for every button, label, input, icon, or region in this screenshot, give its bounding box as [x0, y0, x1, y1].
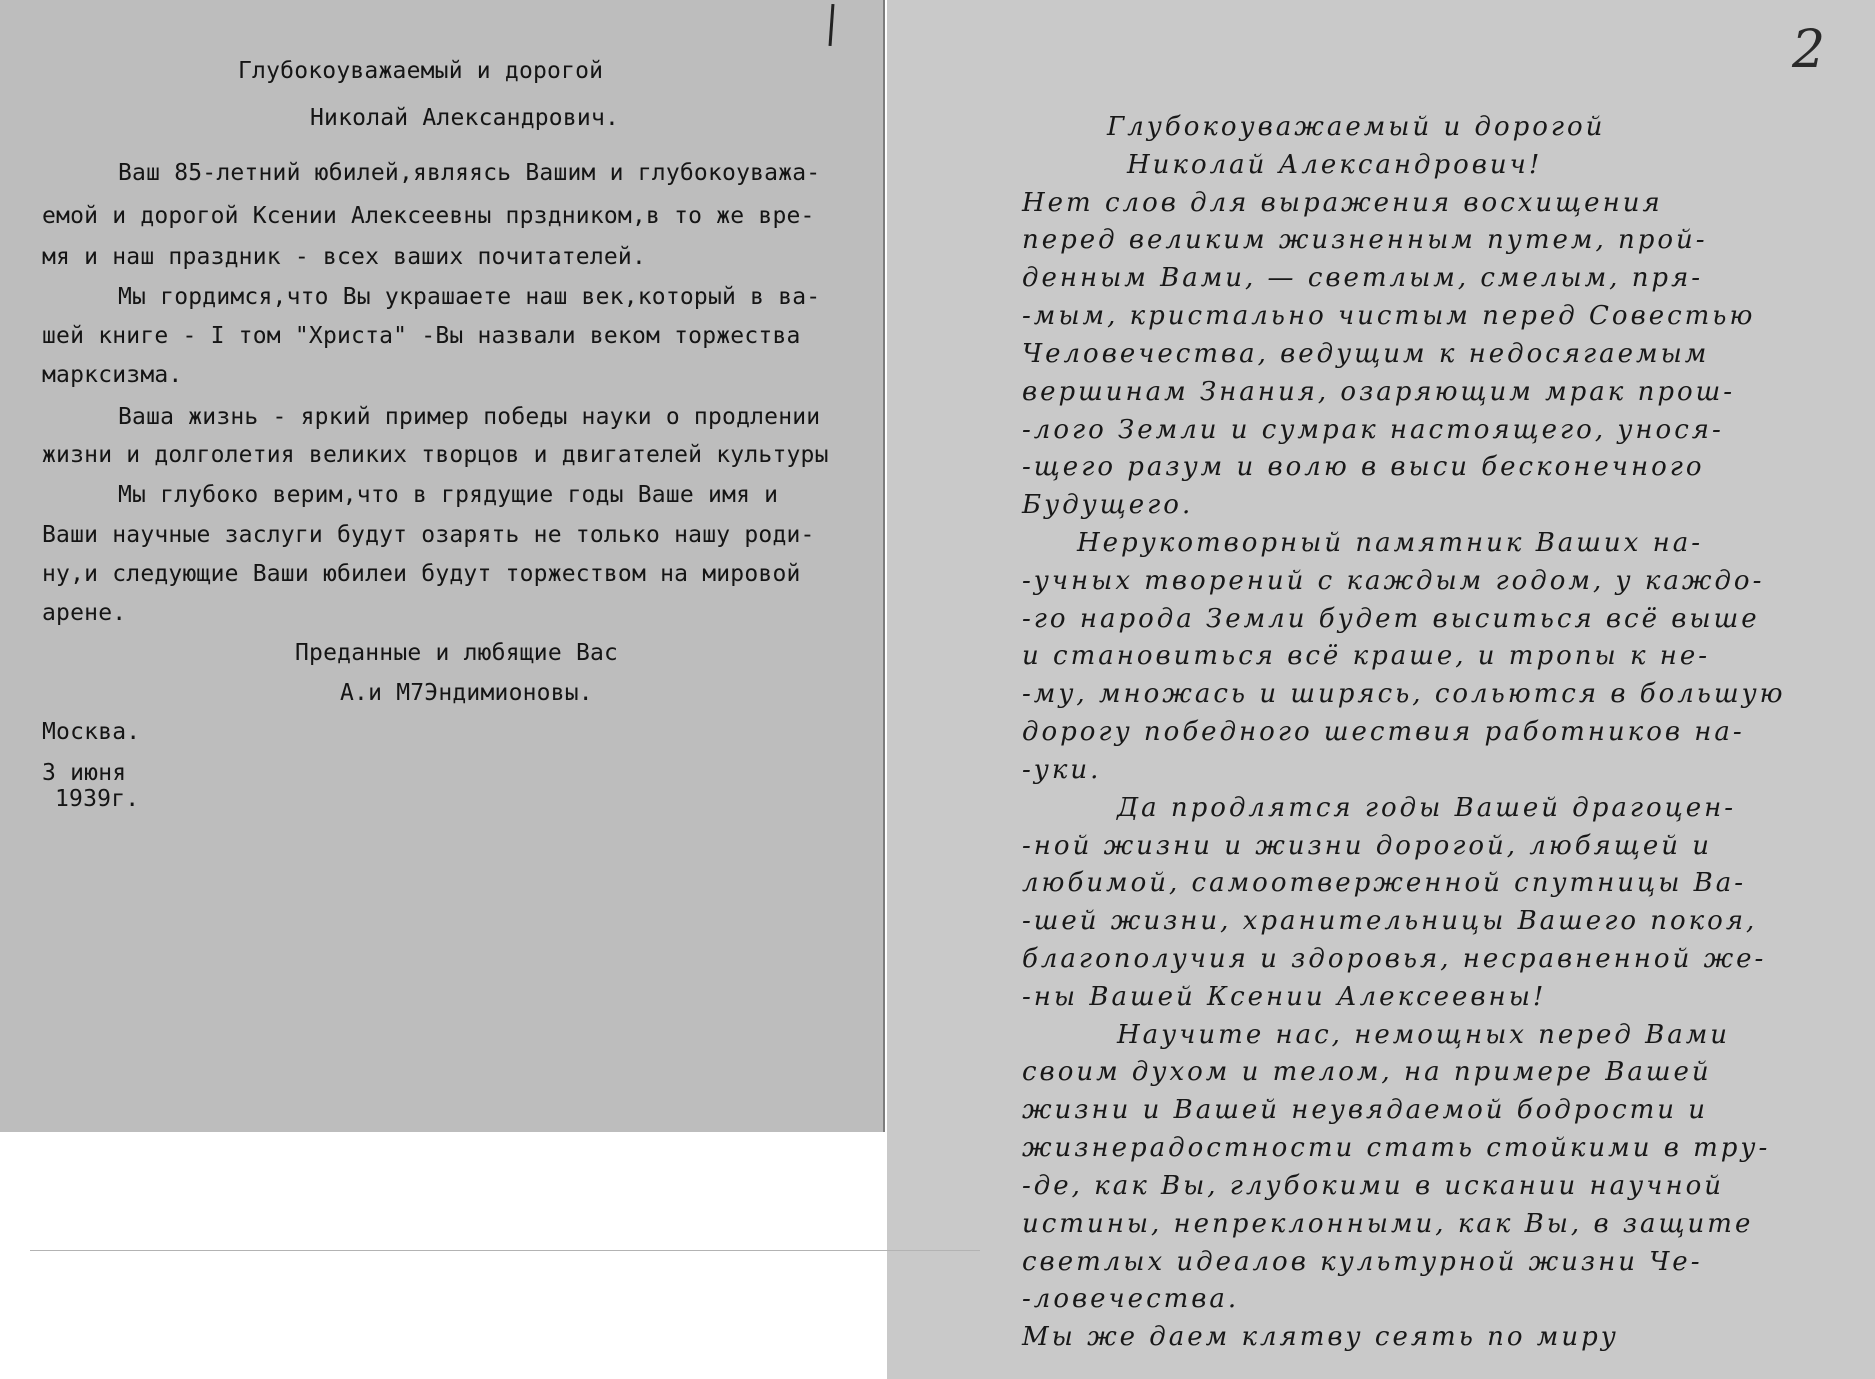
handwritten-line: истины, непреклонными, как Вы, в защите	[1022, 1208, 1754, 1239]
background	[0, 1132, 885, 1379]
typed-line: жизни и долголетия великих творцов и двигателей культуры	[42, 442, 829, 468]
typed-line-year: 1939г.	[55, 786, 140, 812]
handwritten-line: и становиться всё краше, и тропы к не-	[1022, 641, 1711, 672]
handwritten-line: -шей жизни, хранительницы Вашего покоя,	[1022, 906, 1758, 937]
handwritten-line: своим духом и телом, на примере Вашей	[1022, 1057, 1712, 1088]
handwritten-line: вершинам Знания, озаряющим мрак прош-	[1022, 376, 1736, 407]
handwritten-line: любимой, самоотверженной спутницы Ва-	[1022, 868, 1747, 899]
typed-line: мя и наш праздник - всех ваших почитателей.	[42, 244, 647, 270]
handwritten-letter-page	[887, 0, 1875, 1379]
typed-line: арене.	[42, 600, 127, 626]
handwritten-line: -ной жизни и жизни дорогой, любящей и	[1022, 830, 1713, 861]
typed-line: Мы гордимся,что Вы украшаете наш век,который в ва-	[118, 284, 821, 310]
typewritten-letter-page	[0, 0, 885, 1132]
page-number: 2	[1792, 20, 1826, 80]
handwritten-line: -ны Вашей Ксении Алексеевны!	[1022, 981, 1547, 1012]
handwritten-line: Научите нас, немощных перед Вами	[1117, 1019, 1730, 1050]
handwritten-line: Нерукотворный памятник Ваших на-	[1077, 528, 1704, 558]
typed-line: Ваша жизнь - яркий пример победы науки о продлении	[118, 404, 821, 430]
handwritten-line: Человечества, ведущим к недосягаемым	[1022, 338, 1710, 369]
typed-line: шей книге - I том "Христа" -Вы назвали веком торжества	[42, 323, 801, 349]
handwritten-line: -де, как Вы, глубокими в искании научной	[1022, 1170, 1724, 1201]
handwritten-line: -мым, кристально чистым перед Совестью	[1022, 301, 1756, 332]
typed-line: Ваш 85-летний юбилей,являясь Вашим и глубокоуважа-	[118, 160, 821, 186]
handwritten-line: -уки.	[1022, 754, 1102, 785]
typed-line-addressee: Николай Александрович.	[310, 105, 620, 131]
typed-line-closing: Преданные и любящие Вас	[295, 640, 619, 666]
handwritten-line: перед великим жизненным путем, прой-	[1022, 225, 1708, 256]
handwritten-line: Нет слов для выражения восхищения	[1022, 187, 1663, 218]
handwritten-line: Будущего.	[1022, 490, 1194, 521]
typed-line-salutation: Глубокоуважаемый и дорогой	[238, 58, 604, 84]
typed-line-place: Москва.	[42, 719, 141, 745]
handwritten-line: -му, множась и ширясь, сольются в большую	[1022, 679, 1786, 710]
handwritten-line: -ловечества.	[1022, 1284, 1240, 1315]
handwritten-line: -го народа Земли будет выситься всё выше	[1022, 603, 1760, 634]
handwritten-line: денным Вами, — светлым, смелым, пря-	[1022, 263, 1704, 294]
paper-fold-line	[30, 1250, 980, 1251]
typed-line-signature: А.и М7Эндимионовы.	[340, 680, 593, 706]
handwritten-line: Мы же даем клятву сеять по миру	[1022, 1322, 1619, 1353]
typed-line: ну,и следующие Ваши юбилеи будут торжеством на мировой	[42, 561, 801, 587]
typed-line-date: 3 июня	[42, 760, 127, 786]
typed-line: марксизма.	[42, 362, 183, 388]
typed-line: емой и дорогой Ксении Алексеевны прздником,в то же вре-	[42, 203, 815, 229]
handwritten-line: благополучия и здоровья, несравненной же-	[1022, 944, 1767, 974]
handwritten-line: жизнерадостности стать стойкими в тру-	[1022, 1133, 1771, 1164]
handwritten-line: светлых идеалов культурной жизни Че-	[1022, 1246, 1703, 1277]
handwritten-text-block	[887, 0, 1875, 1379]
handwritten-line: -лого Земли и сумрак настоящего, унося-	[1022, 414, 1724, 445]
handwritten-line: -щего разум и волю в выси бесконечного	[1022, 452, 1705, 483]
typed-line: Мы глубоко верим,что в грядущие годы Ваше имя и	[118, 482, 779, 508]
handwritten-line: жизни и Вашей неувядаемой бодрости и	[1022, 1095, 1709, 1126]
handwritten-line: -учных творений с каждым годом, у каждо-	[1022, 565, 1765, 596]
handwritten-line-addressee: Николай Александрович!	[1127, 149, 1543, 180]
handwritten-line-salutation: Глубокоуважаемый и дорогой	[1107, 112, 1606, 142]
typed-text-block	[0, 0, 885, 1132]
handwritten-line: Да продлятся годы Вашей драгоцен-	[1117, 792, 1737, 823]
typed-line: Ваши научные заслуги будут озарять не только нашу роди-	[42, 522, 815, 548]
handwritten-line: дорогу победного шествия работников на-	[1022, 717, 1745, 748]
